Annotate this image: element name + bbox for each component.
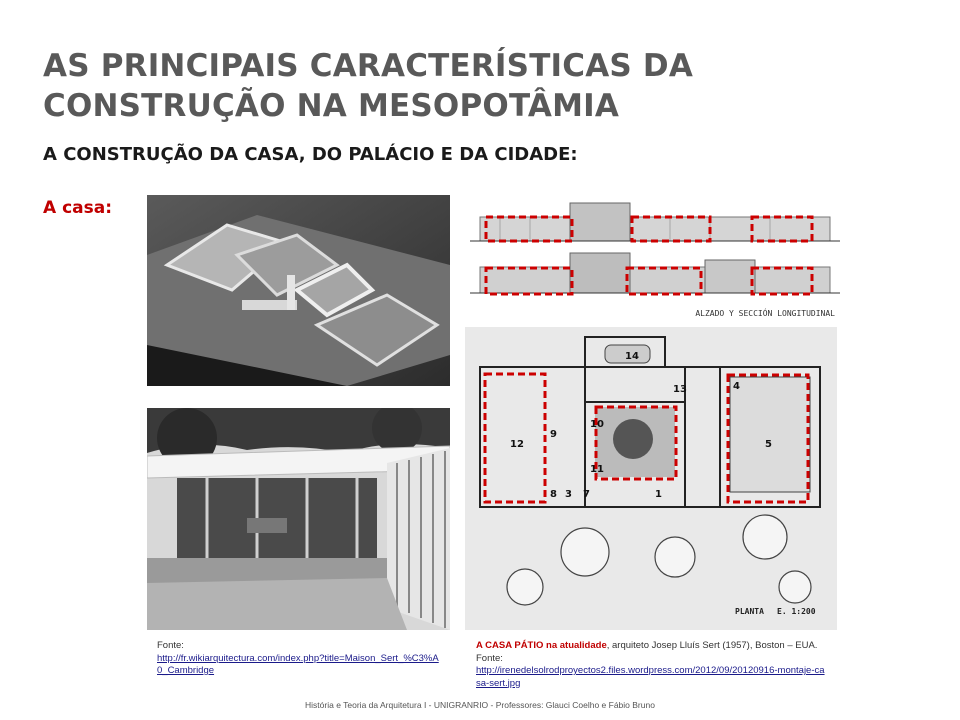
caption-left-prefix: Fonte: [157, 640, 184, 651]
title-line-2: CONSTRUÇÃO NA MESOPOTÂMIA [43, 88, 620, 124]
patio-photo [147, 408, 450, 630]
room-number: 11 [590, 464, 604, 475]
room-number: 10 [590, 419, 604, 430]
caption-left [157, 640, 442, 678]
caption-right-link[interactable]: http://irenedelsolrodproyectos2.files.wordpress.com/2012/09/20120916-montaje-casa-sert.jpg [476, 665, 825, 689]
plan-scale: E. 1:200 [777, 607, 816, 616]
title-line-1: AS PRINCIPAIS CARACTERÍSTICAS DA [43, 48, 694, 84]
slide-title [43, 46, 923, 126]
caption-left-link[interactable]: http://fr.wikiarquitectura.com/index.php?title=Maison_Sert_%C3%A0_Cambridge [157, 652, 439, 676]
caption-right [476, 640, 828, 690]
model-photo [147, 195, 450, 386]
section-label: A casa: [43, 198, 113, 218]
slide-footer: História e Teoria da Arquitetura I - UNIGRANRIO - Professores: Glauci Coelho e Fábio Bruno [305, 700, 655, 710]
slide-subtitle: A CONSTRUÇÃO DA CASA, DO PALÁCIO E DA CIDADE: [43, 144, 578, 165]
room-number: 4 [733, 381, 740, 392]
room-number: 1 [655, 489, 662, 500]
elevation-label: ALZADO Y SECCIÓN LONGITUDINAL [695, 309, 835, 318]
room-number: 13 [673, 384, 687, 395]
room-number: 9 [550, 429, 557, 440]
room-number: 7 [583, 489, 590, 500]
room-number: 5 [765, 439, 772, 450]
room-number: 14 [625, 351, 639, 362]
caption-right-text: , arquiteto Josep Lluís Sert (1957), Boston – EUA. Fonte: [476, 640, 818, 664]
room-number: 8 [550, 489, 557, 500]
floor-plan [465, 327, 837, 630]
room-number: 12 [510, 439, 524, 450]
elevation-drawing [470, 195, 840, 325]
caption-right-highlight: A CASA PÁTIO na atualidade [476, 640, 607, 651]
room-number: 3 [565, 489, 572, 500]
plan-label: PLANTA [735, 607, 764, 616]
